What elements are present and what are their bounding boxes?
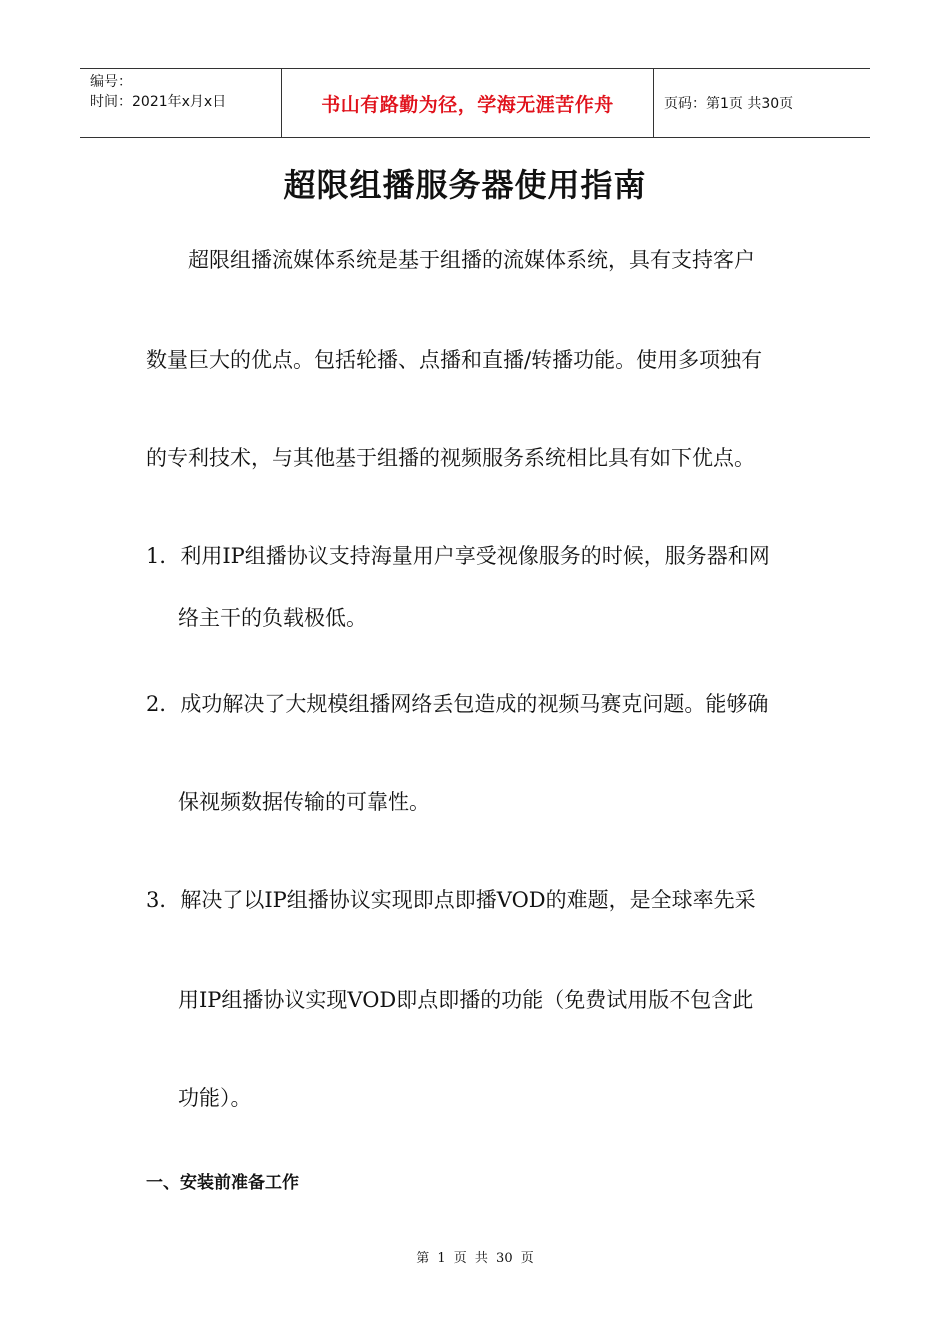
list-item-3-line-1: 3．解决了以IP组播协议实现即点即播VOD的难题，是全球率先采	[146, 888, 756, 912]
header-meta-cell	[80, 69, 282, 137]
number-label: 编号：	[90, 74, 132, 90]
list-item-1-line-2: 络主干的负载极低。	[178, 606, 367, 630]
list-item-1-line-1: 1．利用IP组播协议支持海量用户享受视像服务的时候，服务器和网	[146, 544, 770, 568]
list-item-3-line-2: 用IP组播协议实现VOD即点即播的功能（免费试用版不包含此	[178, 988, 754, 1012]
page-footer: 第 1 页 共 30 页	[416, 1251, 534, 1266]
section-heading: 一、安装前准备工作	[146, 1173, 299, 1193]
intro-line-1: 超限组播流媒体系统是基于组播的流媒体系统，具有支持客户	[188, 248, 755, 272]
intro-line-3: 的专利技术，与其他基于组播的视频服务系统相比具有如下优点。	[146, 446, 755, 470]
time-label: 时间：2021年x月x日	[90, 94, 227, 110]
page-info: 页码：第1页 共30页	[664, 96, 794, 112]
document-title: 超限组播服务器使用指南	[283, 166, 647, 204]
motto-text: 书山有路勤为径，学海无涯苦作舟	[321, 93, 614, 116]
document-header-table	[80, 68, 870, 138]
header-page-cell	[654, 69, 870, 137]
list-item-3-line-3: 功能）。	[178, 1086, 252, 1110]
list-item-2-line-1: 2．成功解决了大规模组播网络丢包造成的视频马赛克问题。能够确	[146, 692, 769, 716]
list-item-2-line-2: 保视频数据传输的可靠性。	[178, 790, 430, 814]
header-motto-cell	[282, 69, 654, 137]
intro-line-2: 数量巨大的优点。包括轮播、点播和直播/转播功能。使用多项独有	[146, 348, 763, 372]
